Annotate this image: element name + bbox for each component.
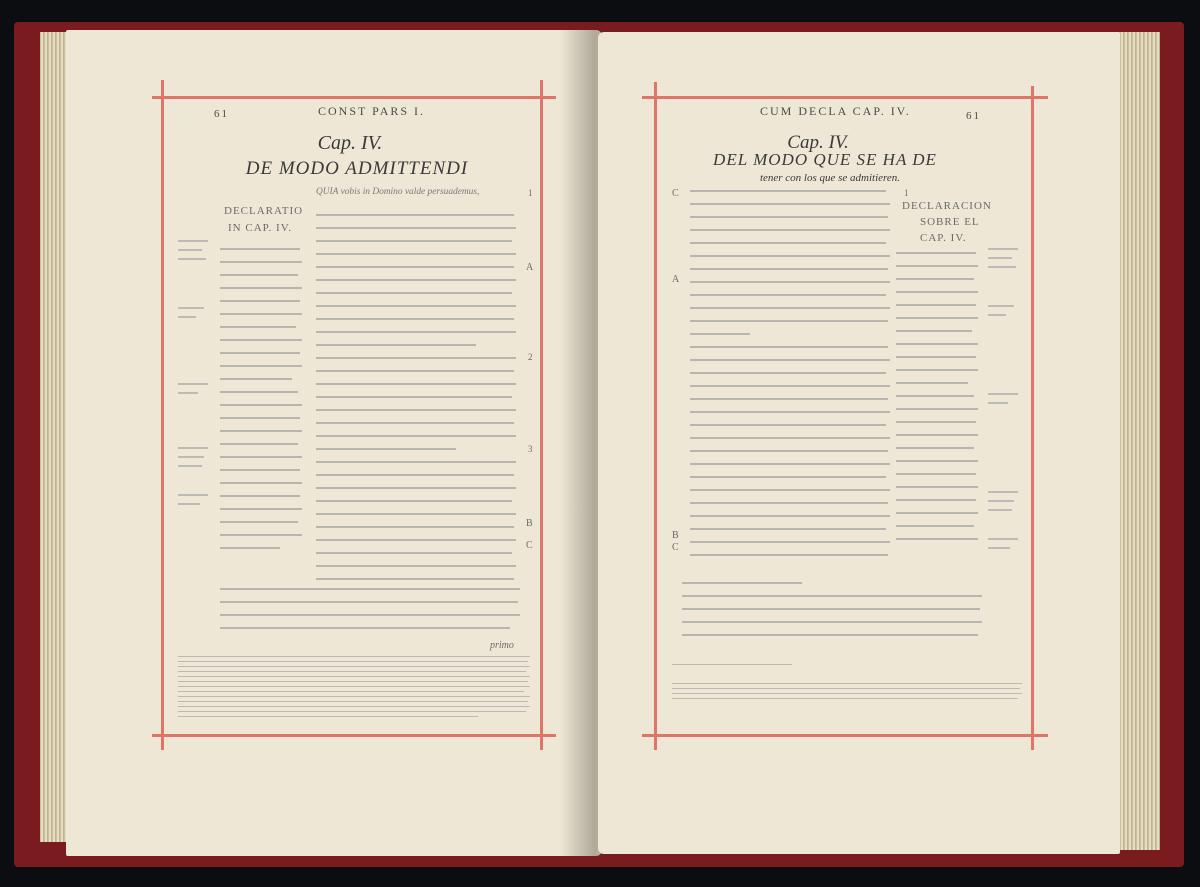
left-rule-left (161, 80, 164, 750)
left-rule-right (540, 80, 543, 750)
left-para-1: 1 (528, 188, 533, 198)
left-para-2: 2 (528, 352, 533, 362)
left-para-3: 3 (528, 444, 533, 454)
left-footnotes (178, 656, 530, 721)
left-page-number: 61 (214, 108, 229, 120)
right-rule-right (1031, 86, 1034, 750)
left-closing-word: primo (490, 640, 514, 651)
right-page-number: 61 (966, 110, 981, 122)
right-chapter-title: Cap. IV. (787, 132, 849, 153)
left-running-head: CONST PARS I. (318, 104, 426, 118)
left-rule-bottom (152, 734, 556, 737)
declaracion-sub2: CAP. IV. (920, 232, 967, 244)
left-side-notes (178, 240, 212, 512)
declaracion-sub1: SOBRE EL (920, 216, 980, 228)
left-chapter-title: Cap. IV. (317, 132, 383, 154)
right-main-column (690, 190, 890, 567)
declaracion-column (896, 252, 980, 551)
left-section-title: DE MODO ADMITTENDI (245, 158, 469, 179)
right-margin-A: A (672, 274, 680, 285)
right-running-head: CUM DECLA CAP. IV. (760, 104, 911, 118)
right-section-subtitle: tener con los que se admitieren. (759, 172, 901, 184)
right-para-1: 1 (904, 188, 909, 198)
left-main-initial: QUIA vobis in Domino valde persuademus, (316, 187, 480, 197)
declaratio-sub: IN CAP. IV. (228, 222, 292, 234)
declaracion-heading: DECLARACION (902, 200, 992, 212)
left-full-paragraph (220, 588, 520, 640)
left-margin-B: B (526, 518, 533, 529)
left-margin-A: A (526, 262, 534, 273)
right-margin-B: B (672, 530, 679, 541)
right-full-paragraph (682, 582, 982, 647)
right-footnotes (672, 664, 1022, 703)
left-margin-C: C (526, 540, 533, 551)
right-side-notes (988, 248, 1022, 556)
right-margin-C-top: C (672, 188, 679, 199)
left-rule-top (152, 96, 556, 99)
right-rule-bottom (642, 734, 1048, 737)
right-rule-left (654, 82, 657, 750)
right-margin-C: C (672, 542, 679, 553)
left-main-column (316, 214, 516, 591)
declaratio-column (220, 248, 304, 560)
right-section-title: DEL MODO QUE SE HA DE (713, 150, 937, 169)
right-rule-top (642, 96, 1048, 99)
declaratio-heading: DECLARATIO (224, 205, 304, 217)
